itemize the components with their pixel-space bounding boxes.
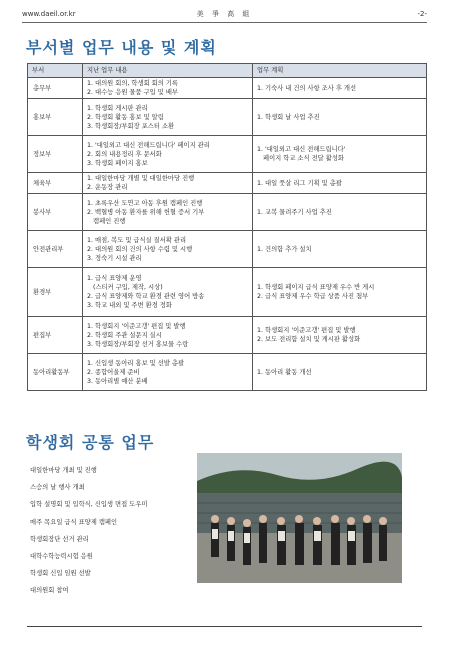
past-line: 1. 신입생 동아리 홍보 및 선발 총괄 [87,359,185,367]
plan-cell [253,99,427,136]
past-line: 1. 대일한마당 개별 및 대일한마당 진행 [87,175,195,182]
table-row [28,173,427,194]
past-line: 1. 학생회 게시판 관리 [87,104,148,112]
past-line: 1. '대일외고 대신 전해드립니다' 페이지 관리 [87,141,210,149]
plan-cell [253,268,427,317]
past-cell [83,173,253,194]
plan-cell [253,136,427,173]
dept-cell: 동아리활동부 [28,354,83,391]
past-line: 2. 대의원 회의 건의 사항 수렴 및 시행 [87,245,193,253]
plan-cell [253,354,427,391]
table-row [28,194,427,231]
common-task-item: 스승의 날 행사 개최 [30,484,85,492]
past-line: 1. 매점, 복도 및 급식실 질서확 관리 [87,236,187,244]
past-cell [83,317,253,354]
footer-rule [27,626,422,627]
past-line: 2. 학생회 주관 설문지 실시 [87,331,162,339]
past-cell [83,354,253,391]
table-row [28,136,427,173]
past-line: 2. 운동장 관리 [87,184,128,191]
plan-line: 1. 건의함 추가 설치 [257,245,312,253]
dept-cell: 편집부 [28,317,83,354]
table-row [28,268,427,317]
past-line: 3. 학교 내외 및 주변 환경 정화 [87,302,172,309]
student-council-photo [197,453,402,583]
past-line: 2. 종합어울제 준비 [87,368,140,376]
past-line: (스티커 구입, 제작, 시상) [87,284,163,291]
plan-line: 1. 학생회 날 사업 추진 [257,113,320,121]
table-header-row [28,64,427,78]
past-line: 1. 급식 표양제 운영 [87,275,142,282]
past-line: 3. 학생회장/부회장 포스터 소환 [87,122,175,130]
common-task-item: 대학수학능력시험 응원 [30,553,93,561]
column-header: 지난 업무 내용 [83,64,253,78]
dept-cell: 환경부 [28,268,83,317]
dept-cell: 체육부 [28,173,83,194]
plan-cell [253,173,427,194]
past-line: 1. 대의원 회의, 학생회 회의 기록 [87,80,179,87]
page-number: -2- [417,10,427,18]
common-task-item: 학생회 신입 임원 선발 [30,570,91,578]
past-line: 3. 정숙기 시설 관리 [87,254,142,262]
column-header: 업무 계획 [253,64,427,78]
common-task-item: 입학 설명회 및 입학식, 신입생 면접 도우미 [30,501,148,509]
dept-cell: 홍보부 [28,99,83,136]
past-line: 2. 백혈병 아동 환자를 위해 헌혈 증서 기부 [87,208,205,216]
past-line: 3. 동아리별 예산 분배 [87,377,148,385]
plan-cell [253,78,427,99]
school-name: 美 爭 高 組 [196,10,253,18]
dept-cell: 봉사부 [28,194,83,231]
past-line: 2. 회의 내용정리 후 문서화 [87,150,162,158]
plan-line: 1. 학생회 페이지 급식 표양제 우수 반 게시 [257,284,375,291]
dept-cell: 총무부 [28,78,83,99]
table-row [28,99,427,136]
past-cell [83,268,253,317]
plan-line: 1. '대일외고 대신 전해드립니다' [257,146,346,153]
site-url[interactable]: www.daeil.or.kr [22,10,76,18]
past-line: 1. 초록우산 도연고 아동 후원 캠페인 진행 [87,199,203,207]
plan-cell [253,317,427,354]
column-header: 부서 [28,64,83,78]
plan-line: 1. 교복 물려주기 사업 추진 [257,208,332,216]
table-row [28,78,427,99]
common-task-item: 대일한마당 개최 및 진행 [30,467,97,474]
dept-cell: 정보부 [28,136,83,173]
past-line: 3. 학생회장/부회장 선거 홍보물 수랑 [87,340,189,348]
past-line: 3. 학생회 페이지 홍보 [87,159,148,167]
section-title-departments: 부서별 업무 내용 및 계획 [26,38,217,57]
section-title-common: 학생회 공통 업무 [26,433,155,452]
page-header [22,8,427,23]
table-row [28,354,427,391]
common-task-item: 매주 목요일 급식 표양제 캠페인 [30,518,118,526]
dept-cell: 안전관리부 [28,231,83,268]
plan-cell [253,231,427,268]
plan-line: 1. 학생회지 '이준고갱' 편집 및 발행 [257,327,356,334]
plan-line: 2. 급식 표양제 우수 학급 상품 사진 첨부 [257,293,369,300]
past-line: 2. 급식 표양제와 학교 환경 관련 영어 방송 [87,293,205,300]
past-cell [83,194,253,231]
plan-line: 1. 기숙사 내 건의 사항 조사 후 개선 [257,84,357,92]
plan-line: 페이지 학교 소식 전달 활성화 [257,155,345,162]
plan-line: 1. 동아리 활동 개선 [257,368,312,376]
past-line: 캠페인 진행 [87,217,126,225]
past-line: 2. 학생회 활동 홍보 및 알림 [87,113,164,121]
common-task-item: 대의원회 참여 [30,587,69,595]
past-cell [83,231,253,268]
table-row [28,317,427,354]
plan-line: 1. 대일 풋살 리그 기획 및 총괄 [257,179,342,187]
table-row [28,231,427,268]
common-task-list [30,462,147,600]
plan-line: 2. 보도 전리함 설치 및 게시판 활성화 [257,336,361,343]
plan-cell [253,194,427,231]
past-cell [83,136,253,173]
past-cell [83,99,253,136]
past-cell [83,78,253,99]
past-line: 2. 대수능 응원 물품 구입 및 배부 [87,89,179,96]
past-line: 1. 학생회지 '이준고갱' 편집 및 발행 [87,322,186,330]
common-task-item: 학생회장단 선거 관리 [30,535,89,543]
department-table [27,63,427,391]
